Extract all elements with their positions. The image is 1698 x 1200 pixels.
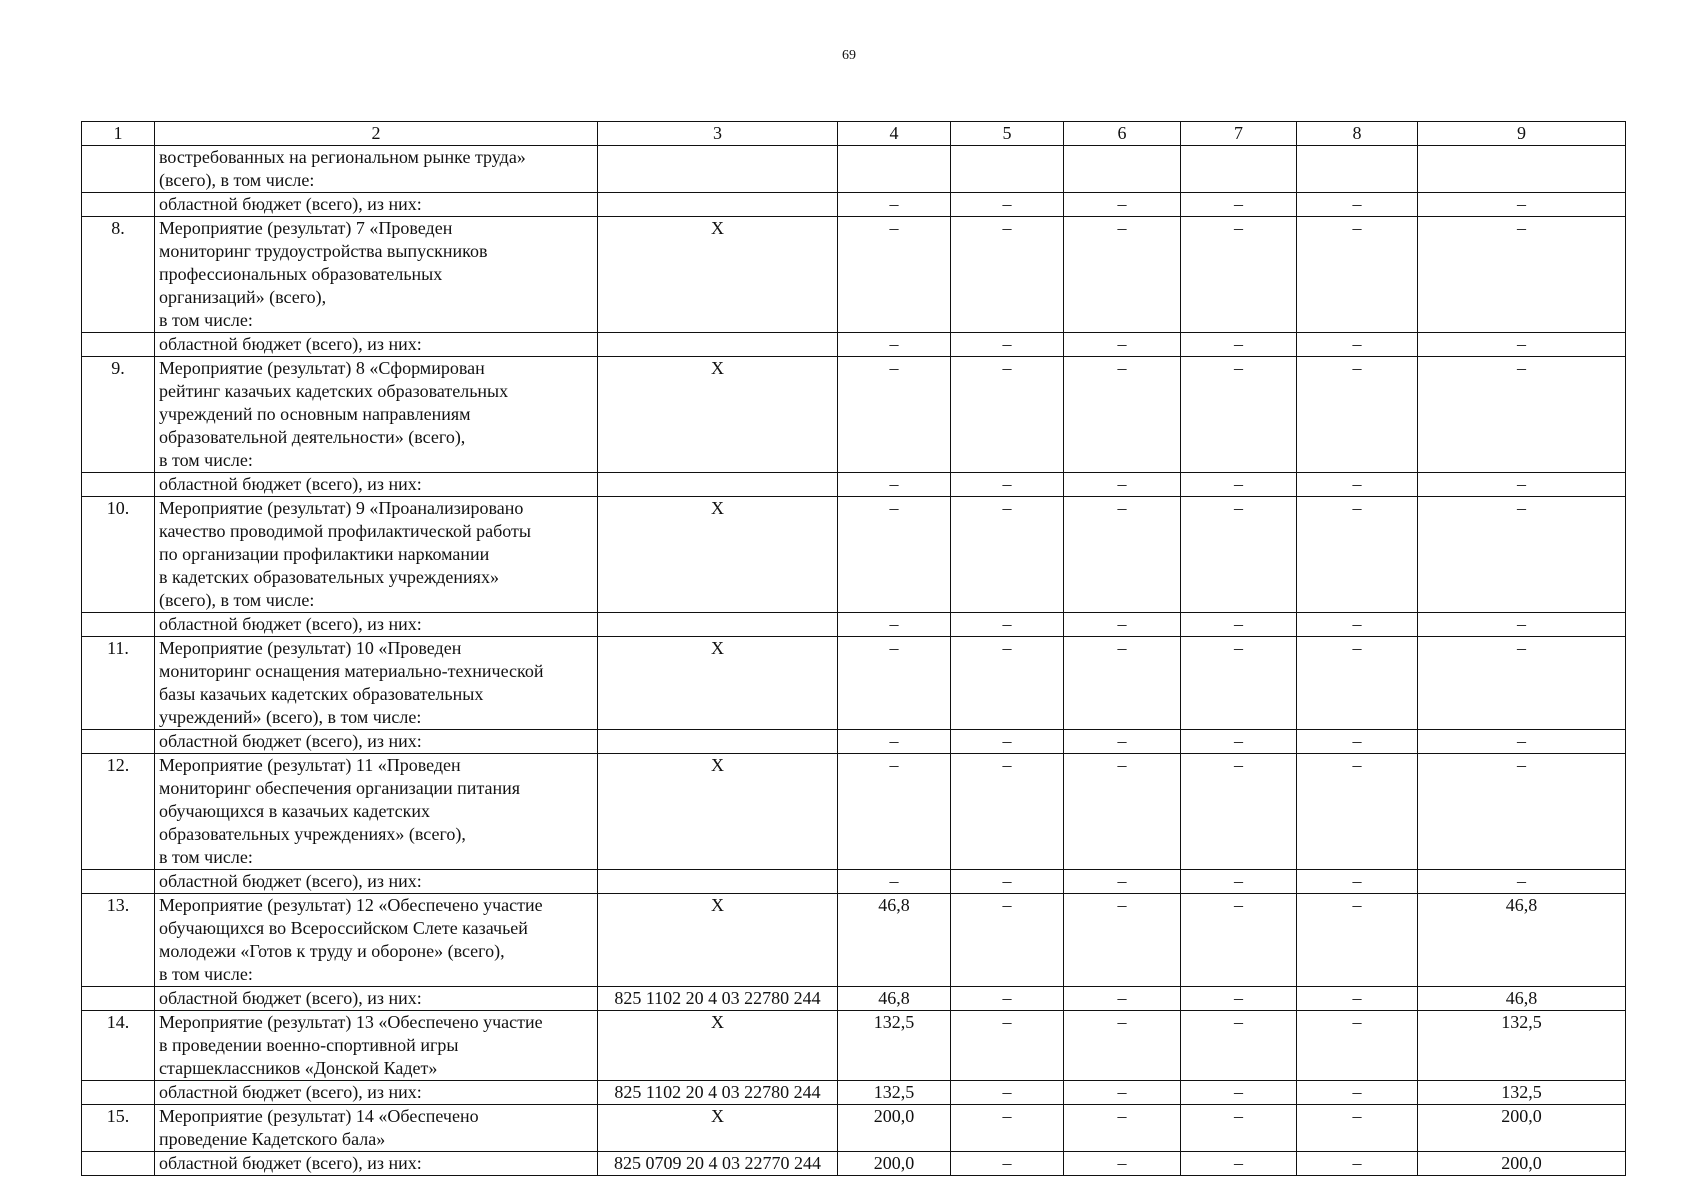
budget-code: X [598,497,838,613]
row-number: 10. [82,497,155,613]
value-cell: – [1418,497,1626,613]
value-cell [1297,146,1418,193]
description-line: мониторинг трудоустройства выпускников [159,241,488,261]
value-cell: – [1181,217,1297,333]
table-body [82,122,1626,1176]
description-line: обучающихся в казачьих кадетских [159,801,431,821]
value-cell: – [951,754,1064,870]
value-cell: – [1064,473,1181,497]
description-line: областной бюджет (всего), из них: [159,871,422,891]
value-cell: – [951,894,1064,987]
table-row [82,193,1626,217]
table-row [82,894,1626,987]
description-line: в том числе: [159,310,253,330]
value-cell: – [1181,357,1297,473]
row-number [82,613,155,637]
column-header: 3 [598,122,838,146]
value-cell: – [1064,1011,1181,1081]
value-cell: – [838,217,951,333]
description-line: образовательных учреждениях» (всего), [159,824,466,844]
description-line: учреждений по основным направлениям [159,404,471,424]
value-cell: – [838,193,951,217]
budget-code [598,146,838,193]
column-header: 5 [951,122,1064,146]
value-cell: – [951,1105,1064,1152]
description-line: мониторинг оснащения материально-технической [159,661,544,681]
column-header: 7 [1181,122,1297,146]
description-line: областной бюджет (всего), из них: [159,614,422,634]
row-number: 14. [82,1011,155,1081]
description-line: Мероприятие (результат) 12 «Обеспечено участие [159,895,543,915]
value-cell: – [1418,754,1626,870]
description-line: областной бюджет (всего), из них: [159,474,422,494]
value-cell: – [951,987,1064,1011]
page-number: 69 [842,48,856,63]
value-cell: – [838,730,951,754]
value-cell: – [1181,637,1297,730]
value-cell: – [951,217,1064,333]
value-cell: – [838,357,951,473]
description-line: профессиональных образовательных [159,264,443,284]
value-cell: – [1181,1152,1297,1176]
value-cell: – [1181,730,1297,754]
description-line: областной бюджет (всего), из них: [159,988,422,1008]
value-cell: 46,8 [838,894,951,987]
value-cell: 132,5 [1418,1011,1626,1081]
row-number [82,1152,155,1176]
value-cell: – [1064,894,1181,987]
budget-code: 825 1102 20 4 03 22780 244 [598,1081,838,1105]
description-line: Мероприятие (результат) 7 «Проведен [159,218,453,238]
value-cell: – [1064,497,1181,613]
value-cell: – [1181,497,1297,613]
value-cell: – [951,1152,1064,1176]
row-description [155,497,598,613]
description-line: областной бюджет (всего), из них: [159,731,422,751]
budget-code: X [598,1105,838,1152]
value-cell: – [1297,333,1418,357]
column-header: 9 [1418,122,1626,146]
row-number: 9. [82,357,155,473]
description-line: областной бюджет (всего), из них: [159,334,422,354]
row-number: 11. [82,637,155,730]
description-line: в том числе: [159,847,253,867]
value-cell: – [1297,987,1418,1011]
description-line: (всего), в том числе: [159,590,315,610]
description-line: Мероприятие (результат) 9 «Проанализировано [159,498,524,518]
value-cell: – [1064,870,1181,894]
value-cell: – [838,473,951,497]
value-cell: – [951,497,1064,613]
value-cell: – [1181,193,1297,217]
row-number [82,333,155,357]
value-cell: – [1181,1105,1297,1152]
value-cell: – [1418,730,1626,754]
table-row [82,497,1626,613]
value-cell: – [1297,357,1418,473]
value-cell: – [951,333,1064,357]
value-cell: – [838,754,951,870]
value-cell: – [1064,730,1181,754]
row-description [155,193,598,217]
description-line: мониторинг обеспечения организации питания [159,778,521,798]
value-cell: – [1297,730,1418,754]
table-row [82,357,1626,473]
description-line: организаций» (всего), [159,287,327,307]
description-line: проведение Кадетского бала» [159,1129,386,1149]
column-header-row [82,122,1626,146]
description-line: Мероприятие (результат) 14 «Обеспечено [159,1106,479,1126]
table-row [82,613,1626,637]
budget-code [598,473,838,497]
value-cell: 200,0 [1418,1105,1626,1152]
value-cell: – [951,730,1064,754]
description-line: старшеклассников «Донской Кадет» [159,1058,438,1078]
value-cell: – [951,613,1064,637]
row-description [155,894,598,987]
description-line: по организации профилактики наркомании [159,544,490,564]
row-description [155,1105,598,1152]
column-header: 6 [1064,122,1181,146]
table-row [82,870,1626,894]
description-line: в том числе: [159,450,253,470]
value-cell: 132,5 [838,1011,951,1081]
table-row [82,987,1626,1011]
budget-table [81,121,1626,1176]
description-line: учреждений» (всего), в том числе: [159,707,422,727]
budget-code: 825 0709 20 4 03 22770 244 [598,1152,838,1176]
column-header: 4 [838,122,951,146]
budget-code: X [598,1011,838,1081]
description-line: качество проводимой профилактической работы [159,521,531,541]
budget-code [598,730,838,754]
budget-code [598,333,838,357]
description-line: молодежи «Готов к труду и обороне» (всего), [159,941,505,961]
value-cell: – [838,333,951,357]
value-cell: 46,8 [1418,987,1626,1011]
row-number [82,1081,155,1105]
value-cell [838,146,951,193]
table-row [82,217,1626,333]
row-number [82,987,155,1011]
value-cell: – [1064,333,1181,357]
value-cell: 132,5 [838,1081,951,1105]
row-number: 12. [82,754,155,870]
value-cell: 132,5 [1418,1081,1626,1105]
value-cell: – [1181,1081,1297,1105]
value-cell: – [951,193,1064,217]
value-cell: – [1297,870,1418,894]
row-number: 15. [82,1105,155,1152]
table-row [82,730,1626,754]
value-cell [1181,146,1297,193]
description-line: Мероприятие (результат) 11 «Проведен [159,755,461,775]
description-line: базы казачьих кадетских образовательных [159,684,484,704]
value-cell: – [1297,754,1418,870]
value-cell: 200,0 [838,1152,951,1176]
value-cell: – [1297,894,1418,987]
table-row [82,754,1626,870]
description-line: в кадетских образовательных учреждениях» [159,567,499,587]
value-cell: – [1297,497,1418,613]
value-cell: – [1418,357,1626,473]
value-cell: – [1418,333,1626,357]
value-cell: – [951,357,1064,473]
value-cell: – [1064,357,1181,473]
value-cell: – [1064,1105,1181,1152]
row-description [155,1152,598,1176]
value-cell: – [1064,613,1181,637]
description-line: образовательной деятельности» (всего), [159,427,466,447]
budget-code [598,613,838,637]
value-cell: – [1418,613,1626,637]
value-cell: – [1418,870,1626,894]
description-line: рейтинг казачьих кадетских образовательных [159,381,509,401]
value-cell: – [1064,1152,1181,1176]
budget-code: X [598,217,838,333]
table-row [82,1152,1626,1176]
table-row [82,473,1626,497]
value-cell: – [1297,193,1418,217]
description-line: областной бюджет (всего), из них: [159,1153,422,1173]
value-cell: – [1297,1081,1418,1105]
value-cell: – [1181,870,1297,894]
row-number: 13. [82,894,155,987]
value-cell: – [951,1081,1064,1105]
value-cell [951,146,1064,193]
description-line: востребованных на региональном рынке труда» [159,147,526,167]
value-cell: – [838,637,951,730]
column-header: 1 [82,122,155,146]
value-cell: – [1418,473,1626,497]
budget-code: 825 1102 20 4 03 22780 244 [598,987,838,1011]
value-cell: – [1418,637,1626,730]
value-cell: – [1297,217,1418,333]
value-cell: – [838,497,951,613]
row-number [82,870,155,894]
value-cell: – [1297,1105,1418,1152]
row-description [155,473,598,497]
row-description [155,1011,598,1081]
column-header: 2 [155,122,598,146]
budget-code [598,870,838,894]
value-cell: – [1064,754,1181,870]
value-cell: – [1181,473,1297,497]
row-description [155,730,598,754]
table-row [82,637,1626,730]
value-cell: – [1297,473,1418,497]
value-cell: – [1418,193,1626,217]
value-cell: – [1181,613,1297,637]
budget-code: X [598,754,838,870]
value-cell: – [1297,637,1418,730]
description-line: областной бюджет (всего), из них: [159,194,422,214]
value-cell: 46,8 [838,987,951,1011]
row-description [155,637,598,730]
row-description [155,146,598,193]
table-row [82,1011,1626,1081]
description-line: в том числе: [159,964,253,984]
description-line: (всего), в том числе: [159,170,315,190]
value-cell: – [1064,987,1181,1011]
value-cell: – [1064,1081,1181,1105]
row-description [155,357,598,473]
row-description [155,613,598,637]
budget-code: X [598,894,838,987]
budget-code: X [598,637,838,730]
table-row [82,1081,1626,1105]
value-cell [1418,146,1626,193]
value-cell: – [1181,754,1297,870]
row-number [82,146,155,193]
value-cell: – [1297,613,1418,637]
value-cell: – [838,613,951,637]
value-cell: – [951,1011,1064,1081]
value-cell: – [1181,987,1297,1011]
column-header: 8 [1297,122,1418,146]
value-cell: – [1297,1152,1418,1176]
value-cell: – [1181,894,1297,987]
description-line: обучающихся во Всероссийском Слете казачьей [159,918,528,938]
budget-code: X [598,357,838,473]
value-cell: – [1181,1011,1297,1081]
value-cell: – [951,637,1064,730]
row-description [155,987,598,1011]
value-cell: 200,0 [1418,1152,1626,1176]
budget-code [598,193,838,217]
value-cell: – [1064,637,1181,730]
row-description [155,754,598,870]
value-cell: – [951,473,1064,497]
description-line: Мероприятие (результат) 10 «Проведен [159,638,462,658]
row-description [155,870,598,894]
table-row [82,333,1626,357]
row-description [155,1081,598,1105]
description-line: Мероприятие (результат) 13 «Обеспечено участие [159,1012,543,1032]
value-cell [1064,146,1181,193]
table-row [82,1105,1626,1152]
value-cell: 200,0 [838,1105,951,1152]
row-number: 8. [82,217,155,333]
value-cell: – [838,870,951,894]
value-cell: – [951,870,1064,894]
description-line: в проведении военно-спортивной игры [159,1035,459,1055]
value-cell: – [1064,217,1181,333]
row-number [82,193,155,217]
value-cell: – [1181,333,1297,357]
value-cell: – [1064,193,1181,217]
description-line: областной бюджет (всего), из них: [159,1082,422,1102]
description-line: Мероприятие (результат) 8 «Сформирован [159,358,485,378]
table-row [82,146,1626,193]
row-number [82,473,155,497]
value-cell: – [1418,217,1626,333]
row-description [155,333,598,357]
row-number [82,730,155,754]
value-cell: 46,8 [1418,894,1626,987]
row-description [155,217,598,333]
value-cell: – [1297,1011,1418,1081]
